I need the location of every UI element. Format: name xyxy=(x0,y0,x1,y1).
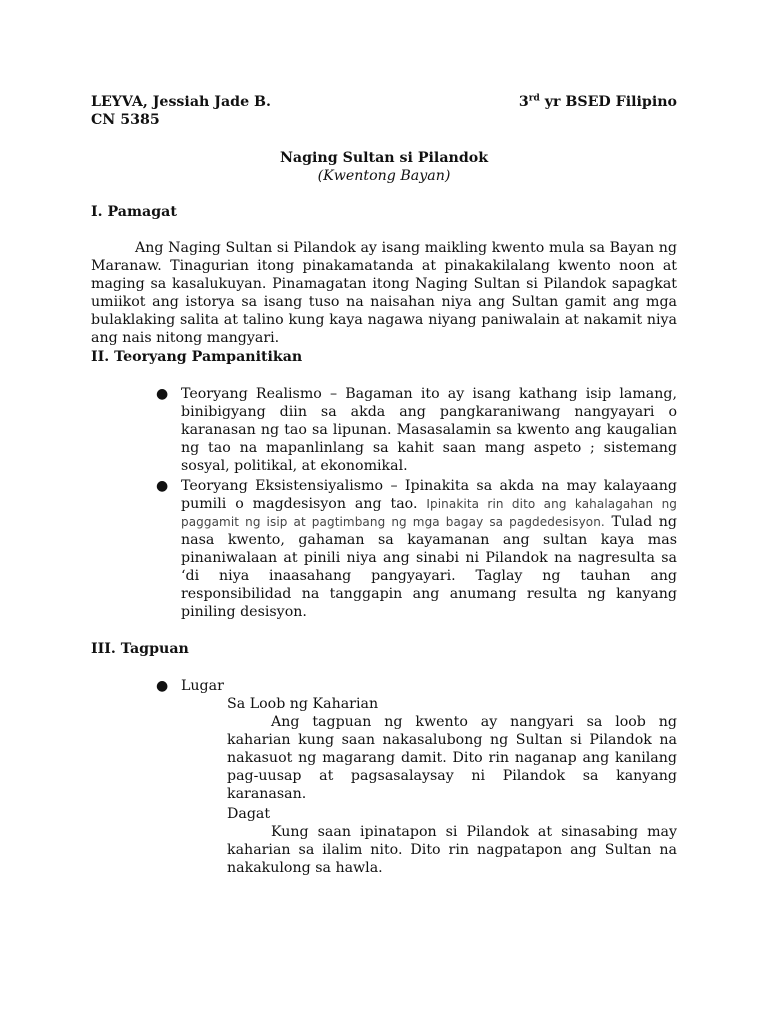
bullet-realismo: Teoryang Realismo – Bagaman ito ay isang kathang isip lamang, binibigyang diin sa akda ang pangkaraniwang nangyayari o karanasan ng tao sa lipunan. Masasalamin sa kwento ang kaugalian ng tao na mapanlinlang sa kahit saan mang aspeto ; sistemang sosyal, politikal, at ekonomikal. xyxy=(181,386,677,474)
bullet-lugar: Lugar xyxy=(181,678,224,694)
bullet-eksistensiyalismo-text-a: Teoryang Eksistensiyalismo – Ipinakita sa akda na may kalayaang pumili o magdesisyon ang tao. xyxy=(181,478,677,512)
bullet-icon: ● xyxy=(156,478,169,494)
bullet-eksistensiyalismo-scanned-text: Ipinakita rin dito ang kahalagahan ng paggamit ng isip at pagtimbang ng mga bagay sa pagdedesisyon. xyxy=(181,497,677,529)
course-year-number: 3 xyxy=(518,94,529,110)
place-title-dagat: Dagat xyxy=(227,806,271,822)
course-name: yr BSED Filipino xyxy=(539,94,677,110)
bullet-eksistensiyalismo-text-b: Tulad ng nasa kwento, gahaman sa kayamanan ang sultan kaya mas pinaniwalaan at pinili niya ang sinabi ni Pilandok na nagresulta sa ‘di niya inaasahang pangyayari. Taglay ng tauhan ang responsibilidad na tanggapin ang anumang resulta ng kanyang piniling desisyon. xyxy=(181,514,677,620)
bullet-eksistensiyalismo xyxy=(181,477,677,621)
place-title-kaharian: Sa Loob ng Kaharian xyxy=(227,696,379,712)
author-name: LEYVA, Jessiah Jade B. xyxy=(91,94,271,110)
place-text-dagat: Kung saan ipinatapon si Pilandok at sinasabing may kaharian sa ilalim nito. Dito rin nagpatapon ang Sultan na nakakulong sa hawla. xyxy=(227,824,677,876)
bullet-icon: ● xyxy=(156,678,169,694)
section-heading-teorya: II. Teoryang Pampanitikan xyxy=(91,349,303,365)
document-subtitle: (Kwentong Bayan) xyxy=(317,168,451,184)
section-heading-pamagat: I. Pamagat xyxy=(91,204,177,220)
place-text-kaharian: Ang tagpuan ng kwento ay nangyari sa loob ng kaharian kung saan nakasalubong ng Sultan si Pilandok na nakasuot ng magarang damit. Dito rin naganap ang kanilang pag-uusap at pagsasalaysay ni Pilandok sa kanyang karanasan. xyxy=(227,714,677,802)
section-paragraph-pamagat: Ang Naging Sultan si Pilandok ay isang maikling kwento mula sa Bayan ng Maranaw. Tinagurian itong pinakamatanda at pinakakilalang kwento noon at maging sa kasalukuyan. Pinamagatan itong Naging Sultan si Pilandok sapagkat umiikot ang istorya sa isang tuso na naisahan niya ang Sultan gamit ang mga bulaklaking salita at talino kung kaya nagawa niyang paniwalain at nakamit niya ang nais nitong mangyari. xyxy=(91,240,677,346)
document-title: Naging Sultan si Pilandok xyxy=(279,150,489,166)
course-year-ordinal: rd xyxy=(528,93,540,104)
header-row xyxy=(91,93,677,111)
class-number: CN 5385 xyxy=(91,112,160,128)
document-page xyxy=(91,0,677,1024)
section-heading-tagpuan: III. Tagpuan xyxy=(91,641,189,657)
course-year xyxy=(519,93,677,111)
bullet-icon: ● xyxy=(156,386,169,402)
